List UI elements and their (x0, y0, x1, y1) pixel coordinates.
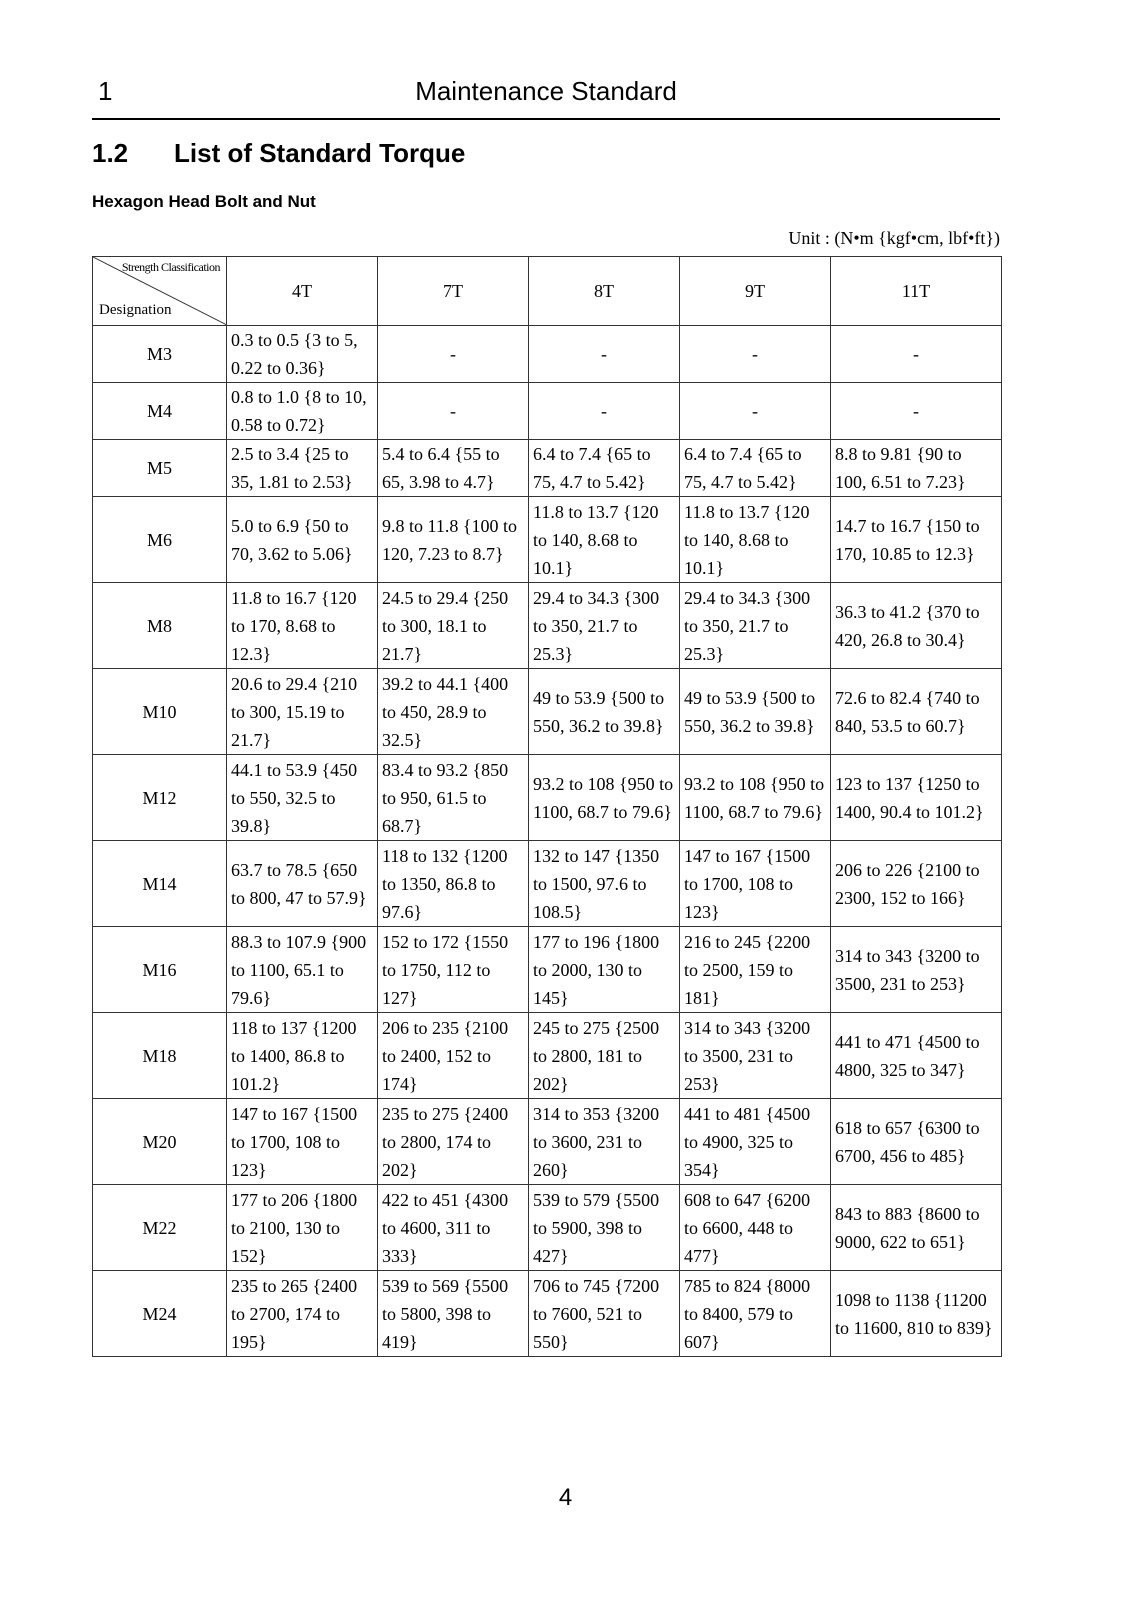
torque-value-cell: 539 to 569 {5500 to 5800, 398 to 419} (378, 1271, 529, 1357)
torque-value-cell: 147 to 167 {1500 to 1700, 108 to 123} (227, 1099, 378, 1185)
table-row (93, 1099, 1002, 1185)
torque-value-cell: 0.3 to 0.5 {3 to 5, 0.22 to 0.36} (227, 326, 378, 383)
torque-value-cell: 706 to 745 {7200 to 7600, 521 to 550} (529, 1271, 680, 1357)
torque-value-cell: 93.2 to 108 {950 to 1100, 68.7 to 79.6} (680, 755, 831, 841)
torque-value-cell: 422 to 451 {4300 to 4600, 311 to 333} (378, 1185, 529, 1271)
torque-value-cell: 49 to 53.9 {500 to 550, 36.2 to 39.8} (529, 669, 680, 755)
chapter-number: 1 (98, 76, 113, 106)
torque-value-cell: 235 to 265 {2400 to 2700, 174 to 195} (227, 1271, 378, 1357)
torque-value-cell: 118 to 132 {1200 to 1350, 86.8 to 97.6} (378, 841, 529, 927)
torque-value-cell: - (529, 383, 680, 440)
torque-value-cell: 132 to 147 {1350 to 1500, 97.6 to 108.5} (529, 841, 680, 927)
designation-cell: M10 (93, 669, 227, 755)
torque-value-cell: 245 to 275 {2500 to 2800, 181 to 202} (529, 1013, 680, 1099)
torque-value-cell: 123 to 137 {1250 to 1400, 90.4 to 101.2} (831, 755, 1002, 841)
table-header-row (93, 257, 1002, 326)
corner-header-cell (93, 257, 227, 326)
designation-cell: M24 (93, 1271, 227, 1357)
chapter-title: Maintenance Standard (415, 76, 677, 106)
torque-value-cell: 618 to 657 {6300 to 6700, 456 to 485} (831, 1099, 1002, 1185)
torque-value-cell: 39.2 to 44.1 {400 to 450, 28.9 to 32.5} (378, 669, 529, 755)
torque-value-cell: 2.5 to 3.4 {25 to 35, 1.81 to 2.53} (227, 440, 378, 497)
torque-value-cell: 0.8 to 1.0 {8 to 10, 0.58 to 0.72} (227, 383, 378, 440)
torque-value-cell: 6.4 to 7.4 {65 to 75, 4.7 to 5.42} (680, 440, 831, 497)
torque-value-cell: - (680, 326, 831, 383)
torque-value-cell: - (831, 383, 1002, 440)
torque-value-cell: 216 to 245 {2200 to 2500, 159 to 181} (680, 927, 831, 1013)
table-row (93, 841, 1002, 927)
unit-label: Unit : (N•m {kgf•cm, lbf•ft}) (788, 228, 1000, 248)
torque-value-cell: 843 to 883 {8600 to 9000, 622 to 651} (831, 1185, 1002, 1271)
torque-value-cell: 14.7 to 16.7 {150 to 170, 10.85 to 12.3} (831, 497, 1002, 583)
table-row (93, 383, 1002, 440)
torque-value-cell: 72.6 to 82.4 {740 to 840, 53.5 to 60.7} (831, 669, 1002, 755)
torque-value-cell: 5.4 to 6.4 {55 to 65, 3.98 to 4.7} (378, 440, 529, 497)
designation-cell: M4 (93, 383, 227, 440)
table-row (93, 497, 1002, 583)
designation-cell: M5 (93, 440, 227, 497)
column-header-9t: 9T (680, 257, 831, 326)
torque-value-cell: 314 to 353 {3200 to 3600, 231 to 260} (529, 1099, 680, 1185)
torque-value-cell: 93.2 to 108 {950 to 1100, 68.7 to 79.6} (529, 755, 680, 841)
section-number: 1.2 (92, 138, 129, 168)
torque-value-cell: 11.8 to 16.7 {120 to 170, 8.68 to 12.3} (227, 583, 378, 669)
torque-value-cell: 177 to 196 {1800 to 2000, 130 to 145} (529, 927, 680, 1013)
column-header-8t: 8T (529, 257, 680, 326)
torque-value-cell: 314 to 343 {3200 to 3500, 231 to 253} (680, 1013, 831, 1099)
torque-table (92, 256, 1002, 1357)
torque-value-cell: - (378, 326, 529, 383)
designation-cell: M16 (93, 927, 227, 1013)
torque-value-cell: - (378, 383, 529, 440)
torque-value-cell: - (529, 326, 680, 383)
torque-value-cell: 11.8 to 13.7 {120 to 140, 8.68 to 10.1} (680, 497, 831, 583)
designation-cell: M8 (93, 583, 227, 669)
column-header-7t: 7T (378, 257, 529, 326)
torque-value-cell: 118 to 137 {1200 to 1400, 86.8 to 101.2} (227, 1013, 378, 1099)
corner-header-designation: Designation (99, 302, 172, 318)
designation-cell: M20 (93, 1099, 227, 1185)
page-header (92, 70, 1000, 120)
corner-header-strength: Strength Classification (121, 260, 220, 274)
torque-value-cell: 441 to 481 {4500 to 4900, 325 to 354} (680, 1099, 831, 1185)
torque-value-cell: 24.5 to 29.4 {250 to 300, 18.1 to 21.7} (378, 583, 529, 669)
table-row (93, 1271, 1002, 1357)
torque-value-cell: 5.0 to 6.9 {50 to 70, 3.62 to 5.06} (227, 497, 378, 583)
torque-value-cell: 441 to 471 {4500 to 4800, 325 to 347} (831, 1013, 1002, 1099)
torque-value-cell: 6.4 to 7.4 {65 to 75, 4.7 to 5.42} (529, 440, 680, 497)
designation-cell: M6 (93, 497, 227, 583)
column-header-11t: 11T (831, 257, 1002, 326)
torque-value-cell: 9.8 to 11.8 {100 to 120, 7.23 to 8.7} (378, 497, 529, 583)
torque-value-cell: 11.8 to 13.7 {120 to 140, 8.68 to 10.1} (529, 497, 680, 583)
torque-value-cell: 44.1 to 53.9 {450 to 550, 32.5 to 39.8} (227, 755, 378, 841)
section-heading (92, 138, 465, 169)
torque-value-cell: 63.7 to 78.5 {650 to 800, 47 to 57.9} (227, 841, 378, 927)
torque-value-cell: 1098 to 1138 {11200 to 11600, 810 to 839} (831, 1271, 1002, 1357)
torque-value-cell: - (831, 326, 1002, 383)
designation-cell: M3 (93, 326, 227, 383)
torque-value-cell: 206 to 235 {2100 to 2400, 152 to 174} (378, 1013, 529, 1099)
table-row (93, 326, 1002, 383)
torque-value-cell: 314 to 343 {3200 to 3500, 231 to 253} (831, 927, 1002, 1013)
torque-value-cell: 8.8 to 9.81 {90 to 100, 6.51 to 7.23} (831, 440, 1002, 497)
torque-value-cell: 785 to 824 {8000 to 8400, 579 to 607} (680, 1271, 831, 1357)
table-row (93, 1013, 1002, 1099)
torque-value-cell: 147 to 167 {1500 to 1700, 108 to 123} (680, 841, 831, 927)
table-row (93, 755, 1002, 841)
torque-value-cell: 20.6 to 29.4 {210 to 300, 15.19 to 21.7} (227, 669, 378, 755)
torque-value-cell: 83.4 to 93.2 {850 to 950, 61.5 to 68.7} (378, 755, 529, 841)
torque-value-cell: 206 to 226 {2100 to 2300, 152 to 166} (831, 841, 1002, 927)
torque-value-cell: 88.3 to 107.9 {900 to 1100, 65.1 to 79.6} (227, 927, 378, 1013)
torque-value-cell: 608 to 647 {6200 to 6600, 448 to 477} (680, 1185, 831, 1271)
torque-value-cell: 49 to 53.9 {500 to 550, 36.2 to 39.8} (680, 669, 831, 755)
torque-value-cell: 235 to 275 {2400 to 2800, 174 to 202} (378, 1099, 529, 1185)
torque-value-cell: 177 to 206 {1800 to 2100, 130 to 152} (227, 1185, 378, 1271)
torque-value-cell: 152 to 172 {1550 to 1750, 112 to 127} (378, 927, 529, 1013)
designation-cell: M12 (93, 755, 227, 841)
column-header-4t: 4T (227, 257, 378, 326)
torque-value-cell: 539 to 579 {5500 to 5900, 398 to 427} (529, 1185, 680, 1271)
table-row (93, 440, 1002, 497)
table-body (93, 326, 1002, 1357)
torque-value-cell: 29.4 to 34.3 {300 to 350, 21.7 to 25.3} (680, 583, 831, 669)
page-number: 4 (558, 1484, 573, 1511)
torque-value-cell: - (680, 383, 831, 440)
table-row (93, 1185, 1002, 1271)
table-row (93, 927, 1002, 1013)
torque-value-cell: 29.4 to 34.3 {300 to 350, 21.7 to 25.3} (529, 583, 680, 669)
table-row (93, 583, 1002, 669)
designation-cell: M18 (93, 1013, 227, 1099)
designation-cell: M14 (93, 841, 227, 927)
section-title: List of Standard Torque (174, 138, 466, 168)
torque-value-cell: 36.3 to 41.2 {370 to 420, 26.8 to 30.4} (831, 583, 1002, 669)
subsection-heading: Hexagon Head Bolt and Nut (92, 192, 316, 211)
table-row (93, 669, 1002, 755)
designation-cell: M22 (93, 1185, 227, 1271)
